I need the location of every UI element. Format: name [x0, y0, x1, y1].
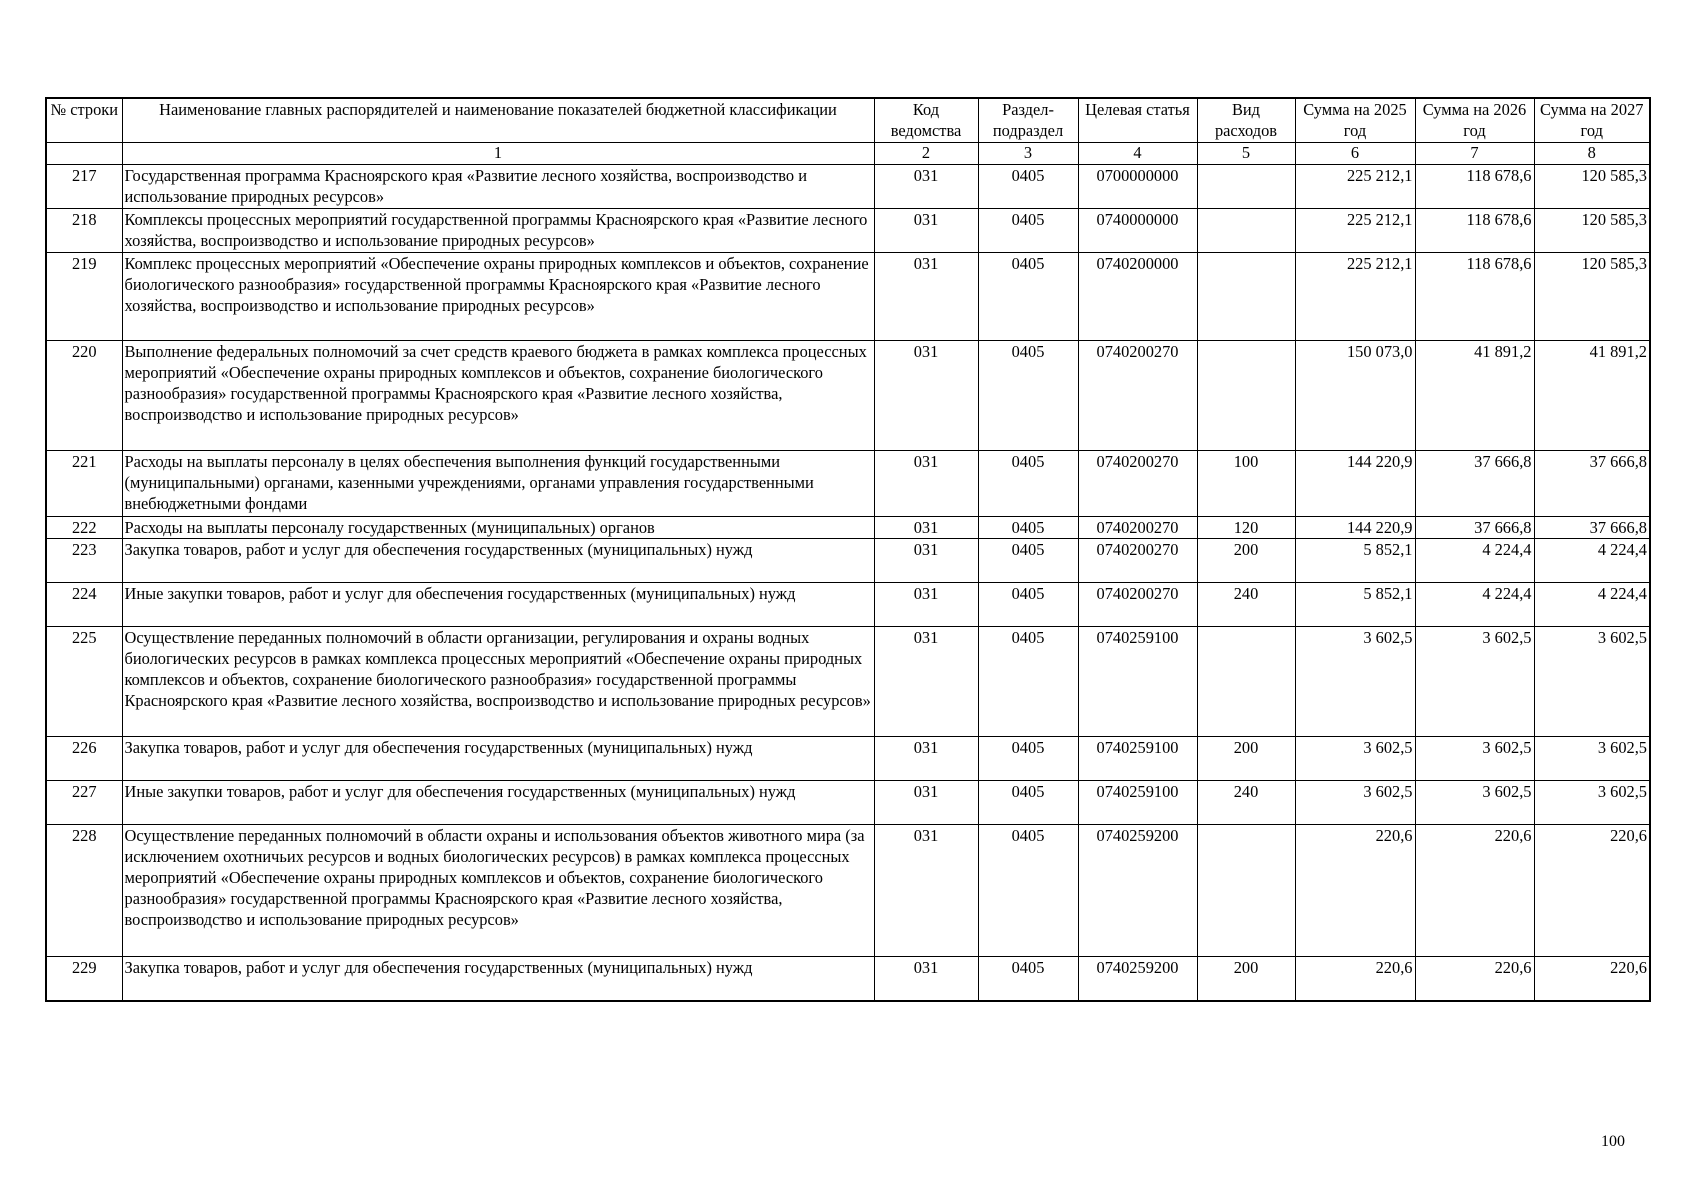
- row-sum-2025: 3 602,5: [1295, 737, 1415, 781]
- table-row: [46, 583, 1650, 627]
- row-sum-2026: 3 602,5: [1415, 781, 1534, 825]
- row-section: 0405: [978, 627, 1078, 737]
- row-number: 229: [46, 957, 122, 1002]
- column-number: 3: [978, 143, 1078, 165]
- table-row: [46, 165, 1650, 209]
- row-sum-2027: 220,6: [1534, 957, 1650, 1002]
- row-dept-code: 031: [874, 451, 978, 517]
- row-dept-code: 031: [874, 737, 978, 781]
- row-sum-2026: 41 891,2: [1415, 341, 1534, 451]
- row-expense-type: 240: [1197, 781, 1295, 825]
- row-target: 0740200000: [1078, 253, 1197, 341]
- row-number: 225: [46, 627, 122, 737]
- row-sum-2027: 120 585,3: [1534, 209, 1650, 253]
- column-number: 6: [1295, 143, 1415, 165]
- row-dept-code: 031: [874, 539, 978, 583]
- row-sum-2025: 5 852,1: [1295, 583, 1415, 627]
- row-expense-type: [1197, 165, 1295, 209]
- header-sum-2025: Сумма на 2025 год: [1295, 98, 1415, 143]
- row-section: 0405: [978, 539, 1078, 583]
- row-expense-type: [1197, 825, 1295, 957]
- row-name: Осуществление переданных полномочий в области организации, регулирования и охраны водных биологических ресурсов в рамках комплекса процессных мероприятий «Обеспечение охраны природных комплексов и объектов, сохранение биологического разнообразия» государственной программы Красноярского края «Развитие лесного хозяйства, воспроизводство и использование природных ресурсов»: [122, 627, 874, 737]
- row-expense-type: 200: [1197, 737, 1295, 781]
- row-sum-2025: 150 073,0: [1295, 341, 1415, 451]
- row-name: Комплексы процессных мероприятий государственной программы Красноярского края «Развитие лесного хозяйства, воспроизводство и использование природных ресурсов»: [122, 209, 874, 253]
- row-sum-2026: 220,6: [1415, 957, 1534, 1002]
- row-sum-2027: 37 666,8: [1534, 451, 1650, 517]
- row-sum-2026: 118 678,6: [1415, 209, 1534, 253]
- row-sum-2027: 4 224,4: [1534, 583, 1650, 627]
- row-name: Государственная программа Красноярского края «Развитие лесного хозяйства, воспроизводство и использование природных ресурсов»: [122, 165, 874, 209]
- row-sum-2027: 3 602,5: [1534, 737, 1650, 781]
- row-sum-2026: 37 666,8: [1415, 451, 1534, 517]
- row-name: Осуществление переданных полномочий в области охраны и использования объектов животного мира (за исключением охотничьих ресурсов и водных биологических ресурсов) в рамках комплекса процессных мероприятий «Обеспечение охраны природных комплексов и объектов, сохранение биологического разнообразия» государственной программы Красноярского края «Развитие лесного хозяйства, воспроизводство и использование природных ресурсов»: [122, 825, 874, 957]
- row-name: Закупка товаров, работ и услуг для обеспечения государственных (муниципальных) нужд: [122, 957, 874, 1002]
- header-sum-2026: Сумма на 2026 год: [1415, 98, 1534, 143]
- row-number: 224: [46, 583, 122, 627]
- column-number: 5: [1197, 143, 1295, 165]
- row-target: 0740259200: [1078, 825, 1197, 957]
- row-dept-code: 031: [874, 825, 978, 957]
- row-section: 0405: [978, 209, 1078, 253]
- table-row: [46, 209, 1650, 253]
- table-row: [46, 253, 1650, 341]
- row-sum-2026: 3 602,5: [1415, 737, 1534, 781]
- header-section: Раздел-подраздел: [978, 98, 1078, 143]
- row-dept-code: 031: [874, 517, 978, 539]
- row-dept-code: 031: [874, 253, 978, 341]
- column-number: 4: [1078, 143, 1197, 165]
- row-sum-2025: 144 220,9: [1295, 517, 1415, 539]
- row-number: 221: [46, 451, 122, 517]
- row-number: 218: [46, 209, 122, 253]
- row-section: 0405: [978, 825, 1078, 957]
- column-number: 8: [1534, 143, 1650, 165]
- row-sum-2027: 120 585,3: [1534, 165, 1650, 209]
- row-name: Комплекс процессных мероприятий «Обеспечение охраны природных комплексов и объектов, сохранение биологического разнообразия» государственной программы Красноярского края «Развитие лесного хозяйства, воспроизводство и использование природных ресурсов»: [122, 253, 874, 341]
- row-number: 227: [46, 781, 122, 825]
- row-number: 222: [46, 517, 122, 539]
- row-section: 0405: [978, 165, 1078, 209]
- row-target: 0740200270: [1078, 341, 1197, 451]
- column-number: 7: [1415, 143, 1534, 165]
- row-section: 0405: [978, 253, 1078, 341]
- row-section: 0405: [978, 957, 1078, 1002]
- row-sum-2025: 5 852,1: [1295, 539, 1415, 583]
- row-sum-2025: 220,6: [1295, 957, 1415, 1002]
- column-number: 2: [874, 143, 978, 165]
- page-number: 100: [1601, 1133, 1625, 1150]
- row-dept-code: 031: [874, 957, 978, 1002]
- row-target: 0740259100: [1078, 627, 1197, 737]
- row-target: 0740259200: [1078, 957, 1197, 1002]
- row-sum-2027: 220,6: [1534, 825, 1650, 957]
- row-target: 0740259100: [1078, 781, 1197, 825]
- row-target: 0740200270: [1078, 539, 1197, 583]
- row-name: Закупка товаров, работ и услуг для обеспечения государственных (муниципальных) нужд: [122, 737, 874, 781]
- row-expense-type: [1197, 627, 1295, 737]
- row-sum-2027: 3 602,5: [1534, 627, 1650, 737]
- row-number: 228: [46, 825, 122, 957]
- row-sum-2027: 41 891,2: [1534, 341, 1650, 451]
- row-sum-2027: 3 602,5: [1534, 781, 1650, 825]
- row-number: 223: [46, 539, 122, 583]
- row-sum-2025: 225 212,1: [1295, 253, 1415, 341]
- table-row: [46, 539, 1650, 583]
- row-sum-2025: 225 212,1: [1295, 209, 1415, 253]
- header-expense-type: Вид расходов: [1197, 98, 1295, 143]
- row-target: 0740200270: [1078, 583, 1197, 627]
- header-name: Наименование главных распорядителей и наименование показателей бюджетной классификации: [122, 98, 874, 143]
- budget-table: [45, 97, 1651, 1002]
- row-sum-2027: 4 224,4: [1534, 539, 1650, 583]
- row-sum-2026: 118 678,6: [1415, 253, 1534, 341]
- row-sum-2025: 220,6: [1295, 825, 1415, 957]
- row-number: 217: [46, 165, 122, 209]
- table-row: [46, 781, 1650, 825]
- row-expense-type: 200: [1197, 539, 1295, 583]
- row-dept-code: 031: [874, 781, 978, 825]
- table-row: [46, 737, 1650, 781]
- row-expense-type: 200: [1197, 957, 1295, 1002]
- row-section: 0405: [978, 517, 1078, 539]
- row-dept-code: 031: [874, 165, 978, 209]
- row-name: Иные закупки товаров, работ и услуг для обеспечения государственных (муниципальных) нужд: [122, 781, 874, 825]
- table-row: [46, 957, 1650, 1002]
- table-row: [46, 517, 1650, 539]
- row-dept-code: 031: [874, 627, 978, 737]
- header-sum-2027: Сумма на 2027 год: [1534, 98, 1650, 143]
- table-row: [46, 825, 1650, 957]
- row-number: 219: [46, 253, 122, 341]
- row-target: 0700000000: [1078, 165, 1197, 209]
- row-sum-2026: 4 224,4: [1415, 583, 1534, 627]
- table-header-row: [46, 98, 1650, 143]
- row-name: Закупка товаров, работ и услуг для обеспечения государственных (муниципальных) нужд: [122, 539, 874, 583]
- header-row-no: № строки: [46, 98, 122, 143]
- row-section: 0405: [978, 451, 1078, 517]
- row-expense-type: [1197, 209, 1295, 253]
- row-sum-2026: 3 602,5: [1415, 627, 1534, 737]
- table-row: [46, 341, 1650, 451]
- row-section: 0405: [978, 737, 1078, 781]
- row-expense-type: 100: [1197, 451, 1295, 517]
- table-row: [46, 627, 1650, 737]
- row-sum-2025: 225 212,1: [1295, 165, 1415, 209]
- row-target: 0740200270: [1078, 451, 1197, 517]
- column-numbers-row: [46, 143, 1650, 165]
- row-dept-code: 031: [874, 583, 978, 627]
- row-name: Расходы на выплаты персоналу государственных (муниципальных) органов: [122, 517, 874, 539]
- row-target: 0740200270: [1078, 517, 1197, 539]
- row-sum-2027: 37 666,8: [1534, 517, 1650, 539]
- header-target: Целевая статья: [1078, 98, 1197, 143]
- row-sum-2025: 144 220,9: [1295, 451, 1415, 517]
- row-sum-2025: 3 602,5: [1295, 781, 1415, 825]
- row-section: 0405: [978, 781, 1078, 825]
- row-name: Расходы на выплаты персоналу в целях обеспечения выполнения функций государственными (муниципальными) органами, казенными учреждениями, органами управления государственными внебюджетными фондами: [122, 451, 874, 517]
- row-sum-2026: 220,6: [1415, 825, 1534, 957]
- row-number: 226: [46, 737, 122, 781]
- row-section: 0405: [978, 583, 1078, 627]
- row-expense-type: [1197, 253, 1295, 341]
- row-sum-2027: 120 585,3: [1534, 253, 1650, 341]
- header-dept-code: Код ведомства: [874, 98, 978, 143]
- row-dept-code: 031: [874, 341, 978, 451]
- row-target: 0740259100: [1078, 737, 1197, 781]
- row-expense-type: 240: [1197, 583, 1295, 627]
- row-expense-type: [1197, 341, 1295, 451]
- row-dept-code: 031: [874, 209, 978, 253]
- table-body: [46, 165, 1650, 1002]
- row-sum-2026: 118 678,6: [1415, 165, 1534, 209]
- table-row: [46, 451, 1650, 517]
- row-sum-2025: 3 602,5: [1295, 627, 1415, 737]
- row-target: 0740000000: [1078, 209, 1197, 253]
- row-number: 220: [46, 341, 122, 451]
- row-section: 0405: [978, 341, 1078, 451]
- column-number: 1: [122, 143, 874, 165]
- row-expense-type: 120: [1197, 517, 1295, 539]
- row-sum-2026: 4 224,4: [1415, 539, 1534, 583]
- row-name: Выполнение федеральных полномочий за счет средств краевого бюджета в рамках комплекса процессных мероприятий «Обеспечение охраны природных комплексов и объектов, сохранение биологического разнообразия» государственной программы Красноярского края «Развитие лесного хозяйства, воспроизводство и использование природных ресурсов»: [122, 341, 874, 451]
- row-sum-2026: 37 666,8: [1415, 517, 1534, 539]
- column-number: [46, 143, 122, 165]
- row-name: Иные закупки товаров, работ и услуг для обеспечения государственных (муниципальных) нужд: [122, 583, 874, 627]
